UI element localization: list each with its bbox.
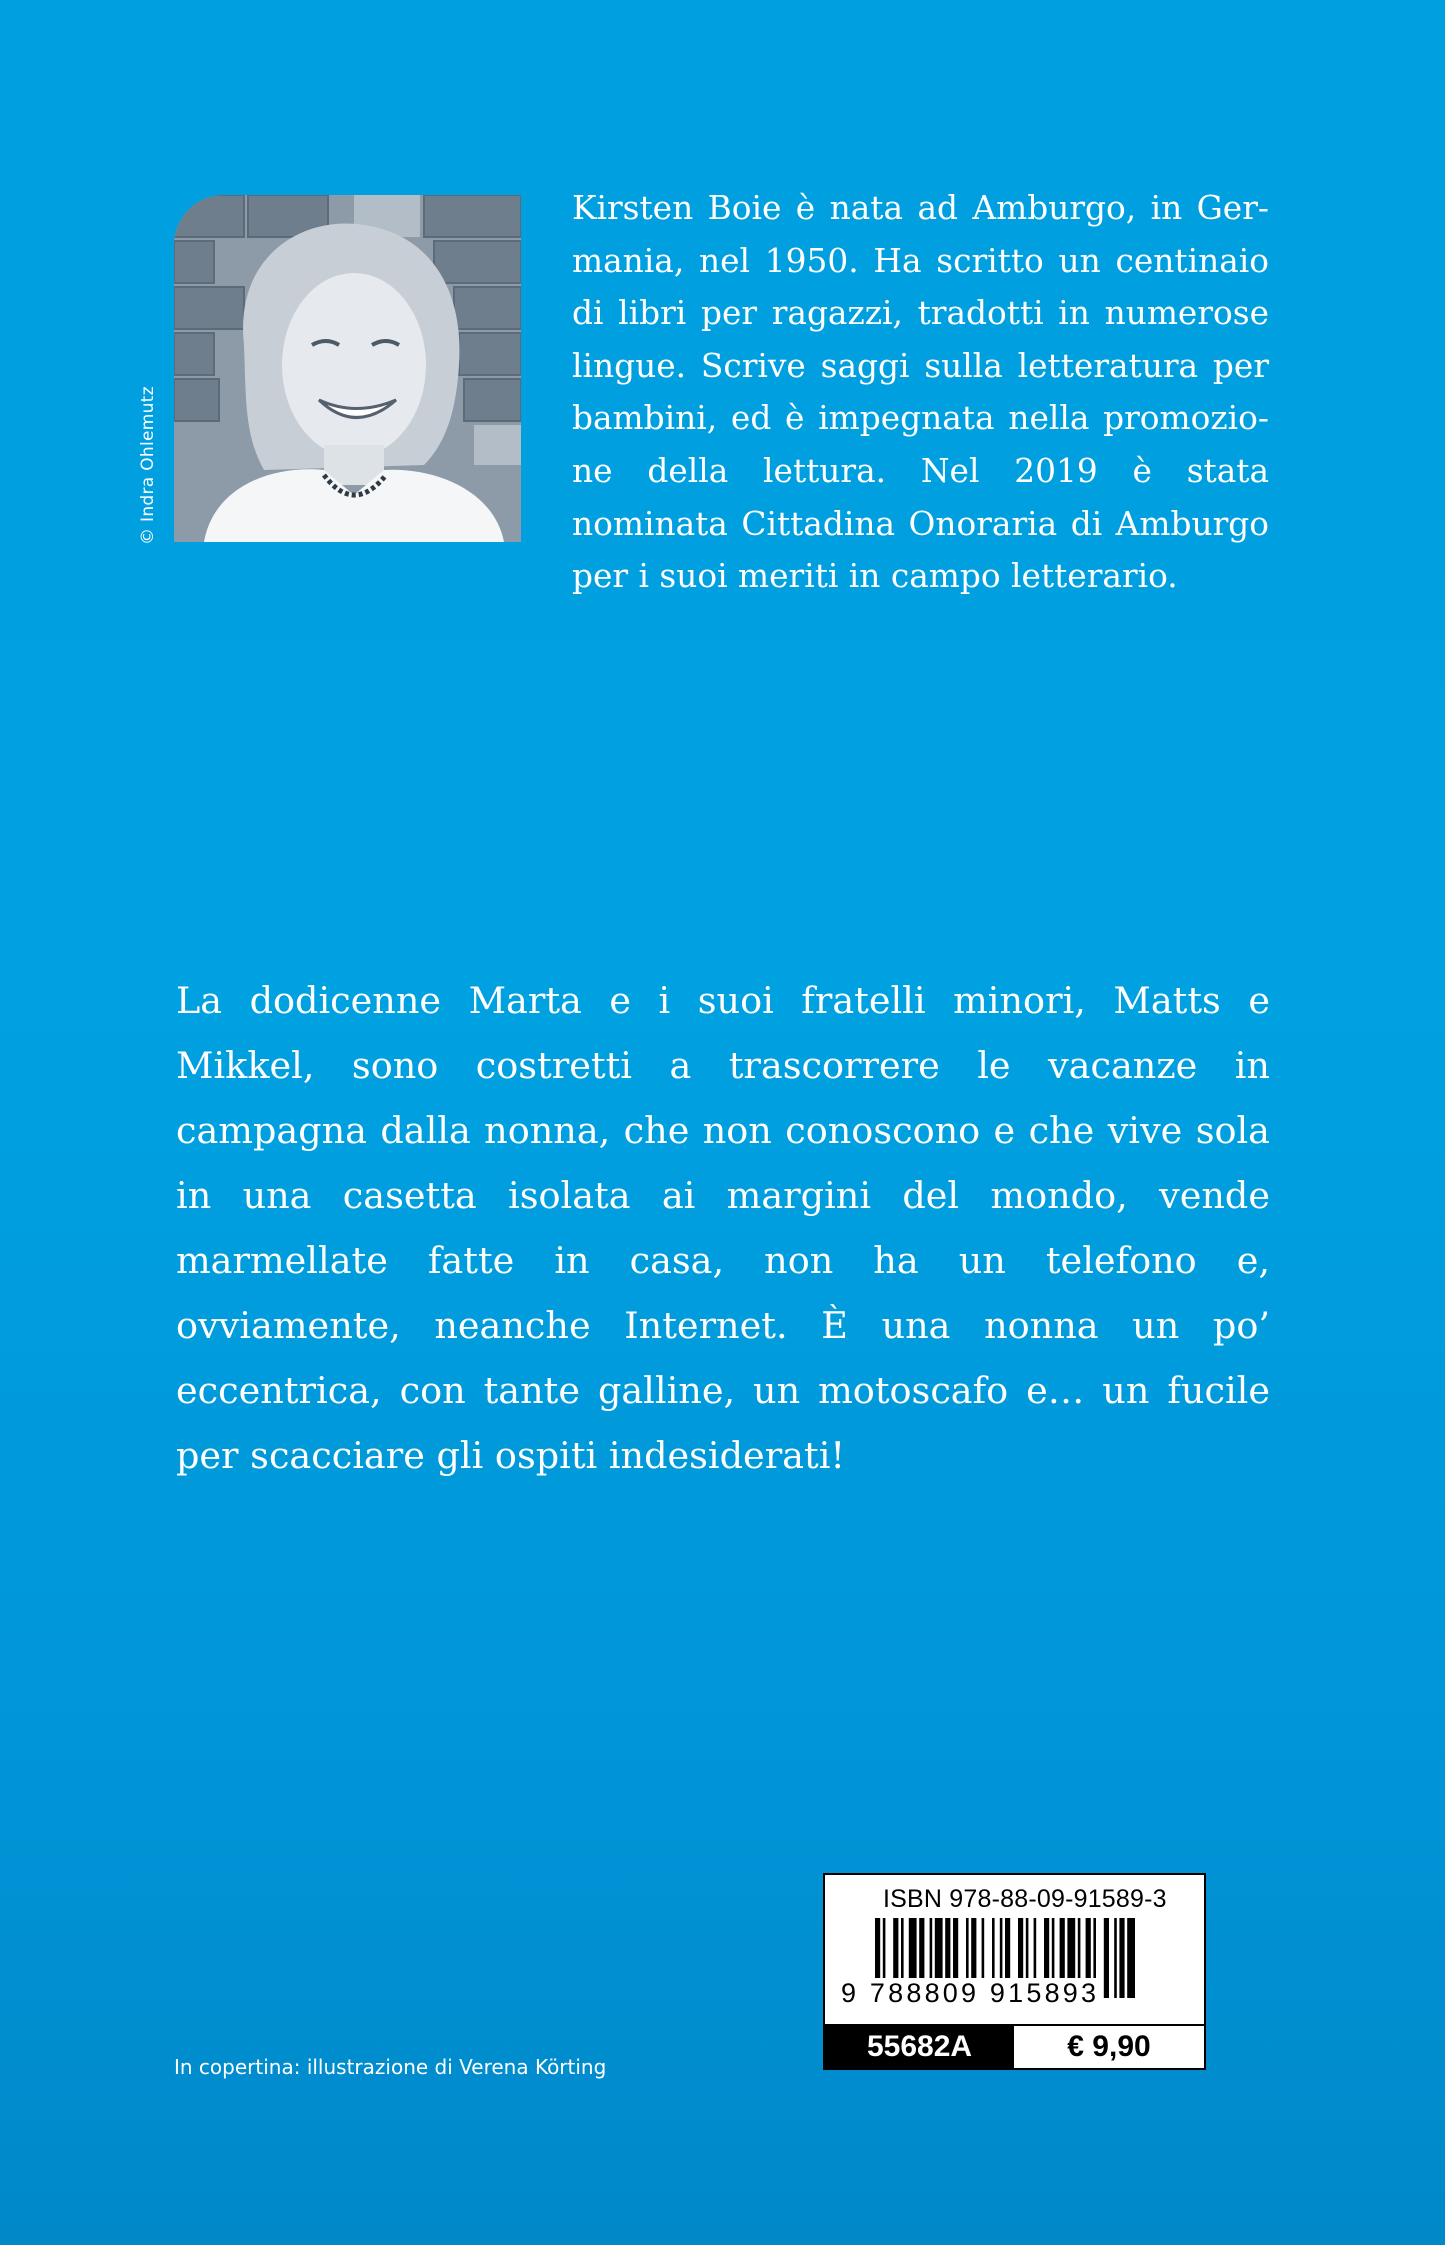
barcode-bar xyxy=(1127,1918,1135,1998)
barcode-bar xyxy=(1104,1918,1109,1998)
price-strip xyxy=(825,2024,1204,2068)
barcode-bar xyxy=(1114,1918,1117,1998)
ean-digits: 9 788809 915893 xyxy=(841,1978,1100,2008)
barcode-box xyxy=(823,1873,1206,2070)
author-bio: Kirsten Boie è nata ad Amburgo, in Germania, nel 1950. Ha scritto un centinaio di libri per ragazzi, tradotti in numerose lingue. Scrive saggi sulla letteratura per bambini, ed è impegnata nella promozione della lettura. Nel 2019 è stata nominata Cittadina Onoraria di Amburgo per i suoi meriti in campo letterario. xyxy=(572,189,1269,596)
book-synopsis: La dodicenne Marta e i suoi fratelli minori, Matts e Mikkel, sono costretti a trascorrere le vacanze in campagna dalla nonna, che non conoscono e che vive sola in una casetta isolata ai margini del mondo, vende marmellate fatte in casa, non ha un telefono e, ovviamente, neanche Internet. È una nonna un po’ eccentrica, con tante galline, un motoscafo e… un fucile per scacciare gli ospiti indesiderati! xyxy=(176,979,1270,1477)
author-photo xyxy=(174,195,521,542)
photo-credit: © Indra Ohlemutz xyxy=(138,386,158,545)
price-label: € 9,90 xyxy=(1067,2030,1151,2063)
cover-credit: In copertina: illustrazione di Verena Körting xyxy=(174,2055,607,2079)
product-code: 55682A xyxy=(825,2026,1014,2068)
isbn-label: ISBN 978-88-09-91589-3 xyxy=(883,1885,1167,1913)
barcode-bar xyxy=(1119,1918,1124,1998)
